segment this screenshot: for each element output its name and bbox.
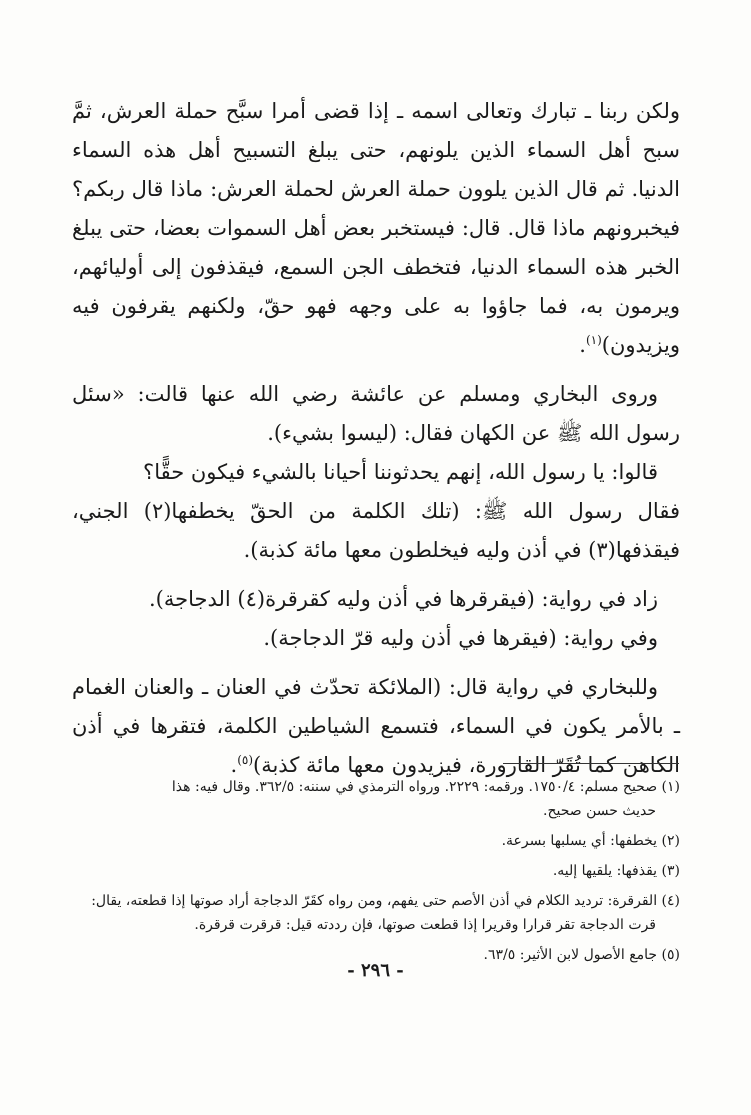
paragraph-3: قالوا: يا رسول الله، إنهم يحدثوننا أحيانا بالشيء فيكون حقًّا؟ (143, 460, 658, 484)
footnote-2: (٢) يخطفها: أي يسلبها بسرعة. (501, 833, 680, 849)
page-number: - ٢٩٦ - (347, 960, 404, 981)
footnote-3: (٣) يقذفها: يلقيها إليه. (552, 863, 680, 879)
footnote-ref-1: (١) (585, 333, 602, 347)
footnotes (72, 775, 680, 973)
paragraph-4: فقال رسول الله ﷺ: (تلك الكلمة من الحقّ يخطفها(٢) الجني، فيقذفها(٣) في أذن وليه فيخلطون معها مائة كذبة). (72, 499, 680, 562)
footnote-4: (٤) القرقرة: ترديد الكلام في أذن الأصم حتى يفهم، ومن رواه كقَرّ الدجاجة أراد صوتها إذا قطعته، يقال: قرت الدجاجة تقر قرارا وقريرا إذا قطعت صوتها، فإن رددته قيل: قرقرت قرقرة. (91, 893, 680, 933)
footnote-1: (١) صحيح مسلم: ١٧٥٠/٤. ورقمه: ٢٢٢٩. ورواه الترمذي في سننه: ٣٦٢/٥. وقال فيه: هذا حديث حسن صحيح. (171, 779, 680, 819)
paragraph-1: ولكن ربنا ـ تبارك وتعالى اسمه ـ إذا قضى أمرا سبَّح حملة العرش، ثمَّ سبح أهل السماء الذين يلونهم، حتى يبلغ التسبيح أهل هذه السماء الدنيا. ثم قال الذين يلوون حملة العرش لحملة العرش: ماذا قال ربكم؟ فيخبرونهم ماذا قال. قال: فيستخبر بعض أهل السموات بعضا، حتى يبلغ الخبر هذه السماء الدنيا، فتخطف الجن السمع، فيقذفون إلى أوليائهم، ويرمون به، فما جاؤوا به على وجهه فهو حقّ، ولكنهم يقرفون فيه ويزيدون)$^{(١)}$. (72, 99, 680, 357)
footnote-5: (٥) جامع الأصول لابن الأثير: ٦٣/٥. (483, 947, 680, 963)
paragraph-7: وللبخاري في رواية قال: (الملائكة تحدّث في العنان ـ والعنان الغمام ـ بالأمر يكون في السماء، فتسمع الشياطين الكلمة، فتقرها في أذن الكاهن كما تُقَرّ القارورة، فيزيدون معها مائة كذبة)$^{(٥)}$. (72, 675, 680, 777)
footnote-ref-5: (٥) (237, 753, 254, 767)
paragraph-2: وروى البخاري ومسلم عن عائشة رضي الله عنها قالت: «سئل رسول الله ﷺ عن الكهان فقال: (ليسوا بشيء). (72, 382, 680, 445)
main-text (72, 92, 680, 785)
paragraph-6: وفي رواية: (فيقرها في أذن وليه قرّ الدجاجة). (263, 626, 658, 650)
paragraph-5: زاد في رواية: (فيقرقرها في أذن وليه كقرقرة(٤) الدجاجة). (149, 587, 658, 611)
footnote-divider (503, 763, 679, 764)
